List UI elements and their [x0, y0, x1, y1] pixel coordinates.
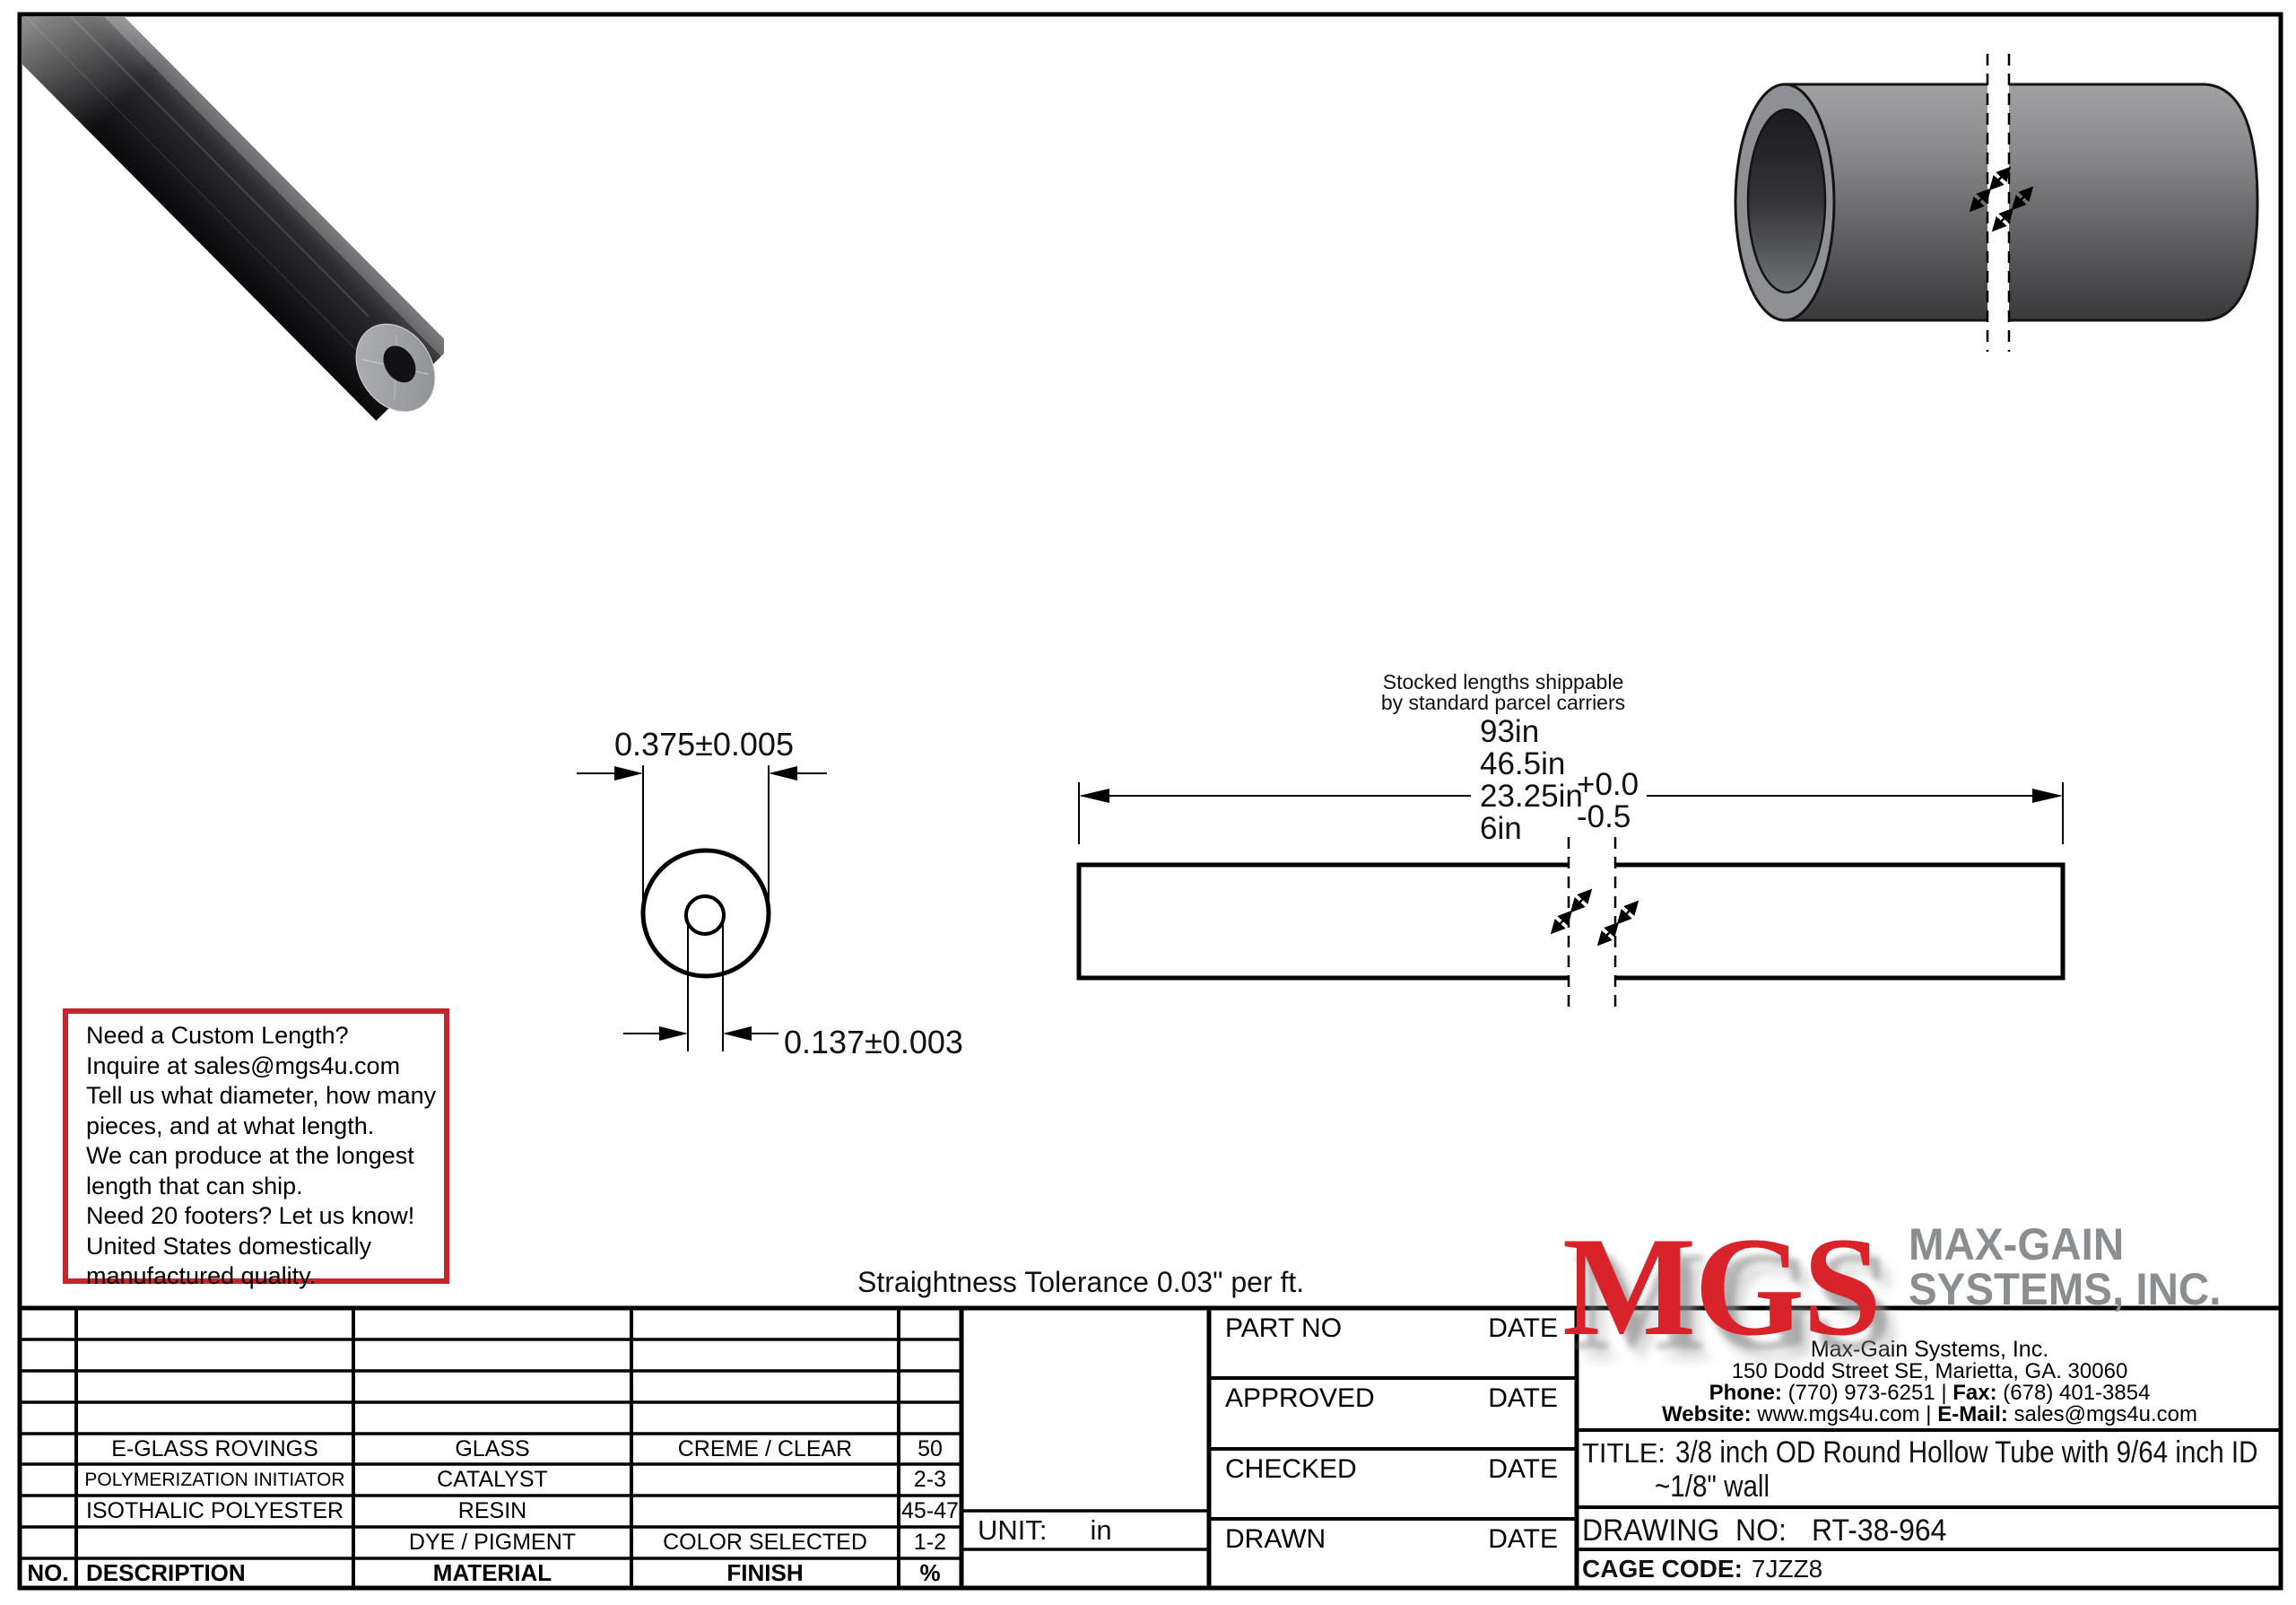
od-dimension-label: 0.375±0.005 [614, 726, 794, 763]
drawn-date-label: DATE [1488, 1524, 1558, 1554]
inner-diameter-circle [686, 896, 724, 934]
materials-percent-cell: 45-47 [901, 1498, 959, 1523]
render-bore-hole [1748, 109, 1825, 292]
mgs-logo: MGS [1562, 1208, 1880, 1365]
approved-label: APPROVED [1225, 1383, 1375, 1413]
part-no-label: PART NO [1225, 1313, 1343, 1343]
stocked-lengths-note-line2: by standard parcel carriers [1380, 691, 1626, 714]
materials-percent-cell: 2-3 [913, 1467, 947, 1492]
break-symbol [1552, 891, 1590, 932]
id-dimension-label: 0.137±0.003 [784, 1024, 963, 1060]
custom-box-line: United States domestically [86, 1232, 372, 1260]
checked-date-label: DATE [1488, 1454, 1558, 1484]
length-option-23-25in: 23.25in [1480, 779, 1583, 814]
materials-header-percent: % [919, 1559, 941, 1586]
materials-material-cell: GLASS [455, 1436, 530, 1461]
approved-date-label: DATE [1488, 1383, 1558, 1413]
gray-tube-3d-render [1735, 54, 2257, 352]
title-value-line1: 3/8 inch OD Round Hollow Tube with 9/64 inch ID [1675, 1435, 2258, 1470]
phone-value: (770) 973-6251 | [1787, 1381, 1953, 1405]
fax-value: (678) 401-3854 [2003, 1381, 2151, 1405]
cage-code-value: 7JZZ8 [1751, 1555, 1823, 1583]
unit-label: UNIT: [978, 1514, 1048, 1546]
logo-name-line2: SYSTEMS, INC. [1909, 1264, 2222, 1314]
materials-material-cell: DYE / PIGMENT [408, 1530, 577, 1555]
cross-section-view [577, 765, 827, 1051]
title-value-line2: ~1/8" wall [1655, 1470, 1770, 1504]
company-address-line: 150 Dodd Street SE, Marietta, GA. 30060 [1731, 1359, 2128, 1383]
materials-header-no: NO. [27, 1559, 69, 1586]
checked-label: CHECKED [1225, 1454, 1357, 1484]
materials-finish-cell: COLOR SELECTED [663, 1530, 867, 1555]
part-no-date-label: DATE [1488, 1313, 1558, 1343]
phone-label: Phone: [1709, 1381, 1782, 1405]
black-tube-photo [0, 0, 451, 426]
drawing-number-label: DRAWING NO: [1582, 1513, 1787, 1548]
length-option-6in: 6in [1480, 811, 1522, 846]
custom-box-line: Tell us what diameter, how many [86, 1082, 437, 1109]
materials-material-cell: RESIN [457, 1498, 527, 1523]
custom-box-line: pieces, and at what length. [86, 1112, 375, 1139]
custom-box-line: Need 20 footers? Let us know! [86, 1202, 415, 1229]
logo-name-line1: MAX-GAIN [1909, 1219, 2125, 1269]
website-label: Website: [1662, 1402, 1752, 1426]
materials-finish-cell: CREME / CLEAR [677, 1436, 853, 1461]
cage-code-row [1582, 1555, 1822, 1583]
side-length-view [1079, 782, 2063, 1007]
drawing-number-value: RT-38-964 [1812, 1513, 1947, 1548]
length-option-46-5in: 46.5in [1480, 746, 1566, 781]
unit-cell [978, 1511, 1112, 1549]
title-label: TITLE: [1582, 1437, 1666, 1469]
custom-box-line: manufactured quality. [86, 1262, 317, 1289]
custom-box-line: Inquire at sales@mgs4u.com [86, 1051, 401, 1079]
materials-description-cell: E-GLASS ROVINGS [111, 1436, 318, 1461]
custom-box-line: length that can ship. [86, 1172, 303, 1199]
outer-diameter-circle [643, 850, 769, 976]
materials-header-finish: FINISH [726, 1559, 804, 1586]
company-web-email-line [1578, 1402, 2281, 1427]
length-option-93in: 93in [1480, 714, 1540, 749]
break-symbol [1599, 903, 1637, 944]
length-tolerance-plus: +0.0 [1577, 767, 1639, 802]
custom-length-callout-box [63, 1008, 449, 1289]
materials-percent-cell: 1-2 [913, 1530, 947, 1555]
stocked-lengths-note-line1: Stocked lengths shippable [1382, 670, 1624, 693]
custom-box-line: We can produce at the longest [86, 1142, 414, 1169]
custom-box-line: Need a Custom Length? [86, 1022, 349, 1049]
cage-code-label: CAGE CODE: [1582, 1555, 1743, 1583]
materials-description-cell: ISOTHALIC POLYESTER [85, 1498, 344, 1523]
materials-header-material: MATERIAL [432, 1559, 552, 1586]
straightness-tolerance-note: Straightness Tolerance 0.03" per ft. [857, 1266, 1305, 1298]
company-logo-name [1909, 1219, 2222, 1314]
materials-percent-cell: 50 [918, 1436, 943, 1461]
company-name-line: Max-Gain Systems, Inc. [1810, 1337, 2049, 1362]
unit-value: in [1090, 1514, 1112, 1546]
drawn-label: DRAWN [1225, 1524, 1326, 1554]
fax-label: Fax: [1952, 1381, 1997, 1405]
email-label: E-Mail: [1937, 1402, 2008, 1426]
materials-material-cell: CATALYST [437, 1467, 548, 1492]
length-tolerance-minus: -0.5 [1577, 799, 1631, 834]
tube-side-outline [1079, 865, 2063, 978]
materials-description-cell: POLYMERIZATION INITIATOR [84, 1470, 345, 1490]
drawing-number-row [1582, 1513, 1955, 1548]
website-value: www.mgs4u.com | [1757, 1402, 1938, 1426]
email-value: sales@mgs4u.com [2013, 1402, 2197, 1426]
materials-header-description: DESCRIPTION [86, 1559, 246, 1586]
